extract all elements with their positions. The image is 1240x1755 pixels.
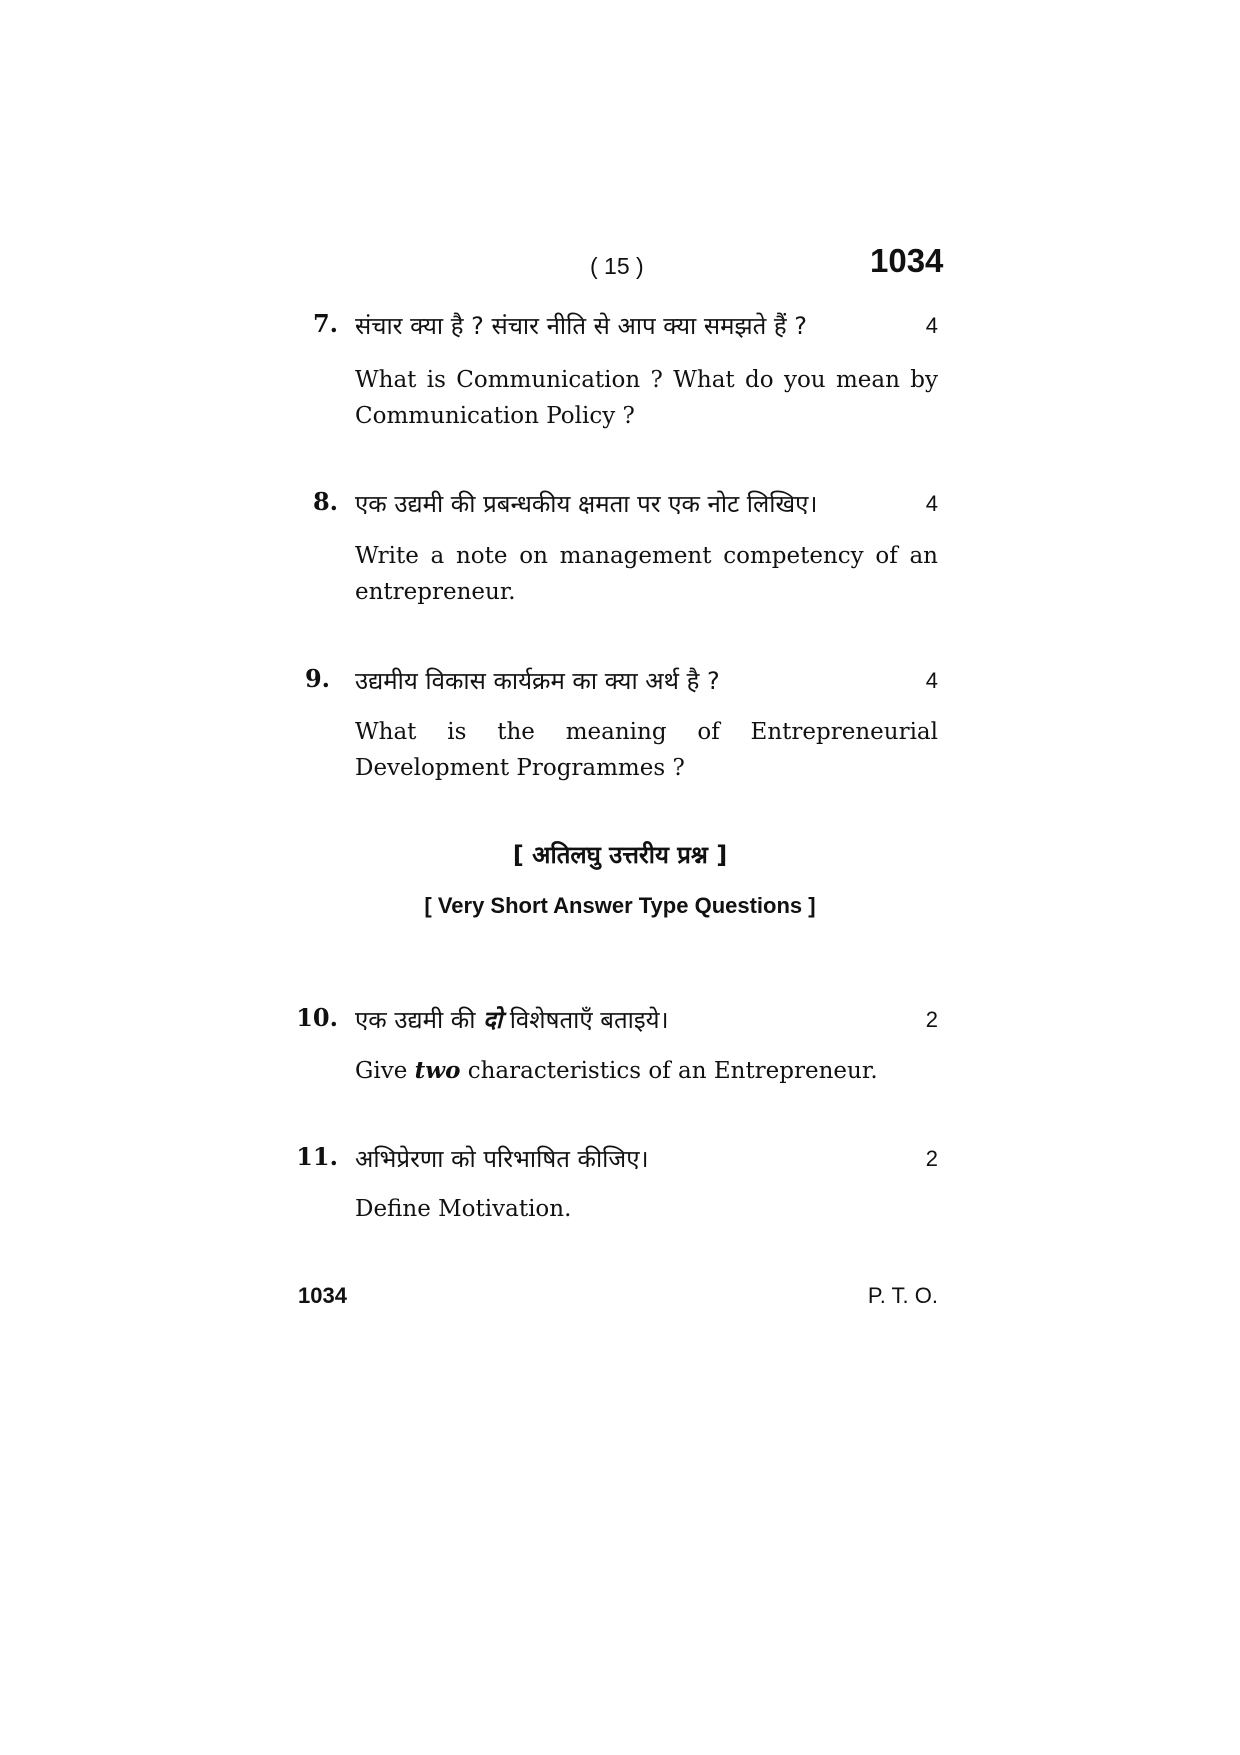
question-english: What is the meaning of Entrepreneurial Development Programmes ? — [355, 719, 938, 781]
question-marks: 4 — [925, 313, 938, 338]
question-hindi: एक उद्यमी की प्रबन्धकीय क्षमता पर एक नोट लिखिए। — [355, 490, 818, 518]
page-number: ( 15 ) — [590, 253, 644, 279]
footer-pto: P. T. O. — [867, 1283, 938, 1308]
question-hindi-text: एक उद्यमी की — [355, 1006, 484, 1034]
question-english-text: characteristics of an Entrepreneur. — [460, 1058, 878, 1084]
question-english: What is Communication ? What do you mean by Communication Policy ? — [355, 367, 938, 429]
footer-paper-code: 1034 — [298, 1283, 347, 1308]
question-number: 8. — [312, 487, 338, 516]
question-hindi: उद्यमीय विकास कार्यक्रम का क्या अर्थ है ? — [355, 667, 720, 695]
paper-code-header: 1034 — [870, 242, 944, 279]
emphasis-two-english: two — [414, 1057, 461, 1084]
section-heading-english: [ Very Short Answer Type Questions ] — [424, 893, 816, 918]
question-english: Define Motivation. — [355, 1196, 572, 1222]
question-hindi: संचार क्या है ? संचार नीति से आप क्या समझते हैं ? — [355, 312, 808, 340]
question-number: 10. — [296, 1003, 338, 1032]
question-number: 7. — [312, 309, 338, 338]
question-marks: 4 — [925, 668, 938, 693]
question-hindi — [355, 1003, 669, 1036]
question-hindi-text: विशेषताएँ बताइये। — [502, 1006, 669, 1034]
emphasis-two-hindi: दो — [483, 1006, 503, 1034]
question-english-text: Give — [355, 1058, 415, 1084]
question-number: 11. — [296, 1142, 338, 1171]
question-hindi: अभिप्रेरणा को परिभाषित कीजिए। — [355, 1145, 649, 1173]
question-english: Write a note on management competency of an entrepreneur. — [355, 543, 938, 605]
question-marks: 2 — [925, 1146, 938, 1171]
question-english — [355, 1053, 938, 1089]
question-marks: 2 — [925, 1007, 938, 1032]
section-heading-hindi: [ अतिलघु उत्तरीय प्रश्न ] — [512, 841, 728, 869]
question-number: 9. — [304, 664, 330, 693]
question-marks: 4 — [925, 491, 938, 516]
